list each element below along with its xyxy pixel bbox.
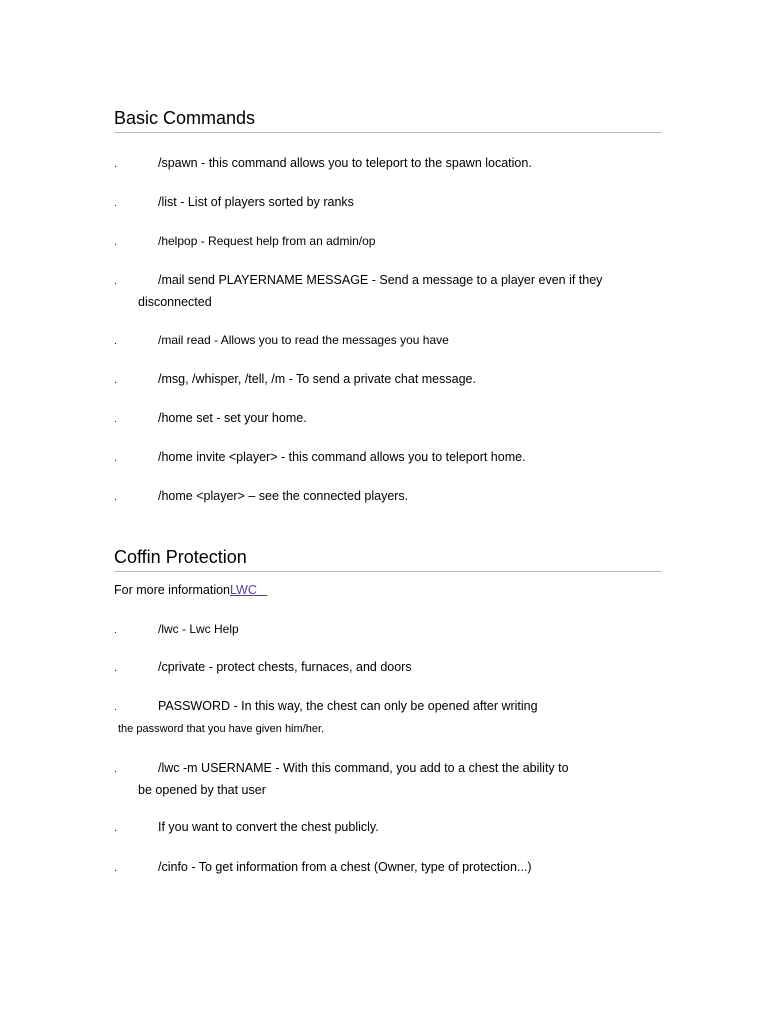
bullet: . [114,198,117,209]
coffin-protection-heading: Coffin Protection [114,546,662,572]
list-item [114,757,584,801]
command-text [118,695,662,740]
bullet: . [114,702,117,713]
bullet: . [114,764,117,775]
intro-text: For more information [114,583,231,597]
list-item [114,152,662,174]
list-item [114,618,662,640]
command-text: /spawn - this command allows you to teleport to the spawn location. [158,156,532,170]
coffin-protection-section [114,546,662,874]
link-trailing-space [257,583,267,597]
command-text: If you want to convert the chest publicly. [158,820,379,834]
command-continuation: the password that you have given him/her. [118,723,325,735]
command-text: /home invite <player> - this command allows you to teleport home. [158,450,526,464]
command-text: /msg, /whisper, /tell, /m - To send a private chat message. [158,372,476,386]
list-item [114,329,662,351]
list-item [114,368,662,390]
command-text: /cprivate - protect chests, furnaces, and doors [158,660,412,674]
command-text: /mail send PLAYERNAME MESSAGE - Send a message to a player even if they disconnected [138,273,603,309]
bullet: . [114,336,117,347]
list-item [114,191,662,213]
list-item [114,230,662,252]
command-text: /home <player> – see the connected players. [158,489,409,503]
lwc-link[interactable]: LWC [230,583,257,597]
bullet: . [114,625,117,636]
list-item [114,695,662,740]
list-item [114,407,662,429]
bullet: . [114,159,117,170]
bullet: . [114,663,117,674]
command-text: /list - List of players sorted by ranks [158,195,354,209]
command-text: /lwc -m USERNAME - With this command, you add to a chest the ability to be opened by that user [138,761,569,797]
bullet: . [114,375,117,386]
bullet: . [114,237,117,248]
list-item [114,656,662,678]
bullet: . [114,863,117,874]
command-text: /mail read - Allows you to read the messages you have [158,333,449,347]
bullet: . [114,453,117,464]
basic-commands-section [114,107,662,503]
bullet: . [114,492,117,503]
command-text: /helpop - Request help from an admin/op [158,234,376,248]
intro-line [114,579,662,601]
list-item [114,446,662,468]
bullet: . [114,823,117,834]
list-item [114,485,662,507]
bullet: . [114,414,117,425]
command-line: PASSWORD - In this way, the chest can only be opened after writing [158,699,538,713]
command-text: /lwc - Lwc Help [158,622,239,636]
bullet: . [114,276,117,287]
command-text: /home set - set your home. [158,411,307,425]
command-text: /cinfo - To get information from a chest (Owner, type of protection...) [158,860,532,874]
list-item [114,269,604,313]
list-item [114,816,662,838]
basic-commands-heading: Basic Commands [114,107,662,133]
list-item [114,856,662,878]
